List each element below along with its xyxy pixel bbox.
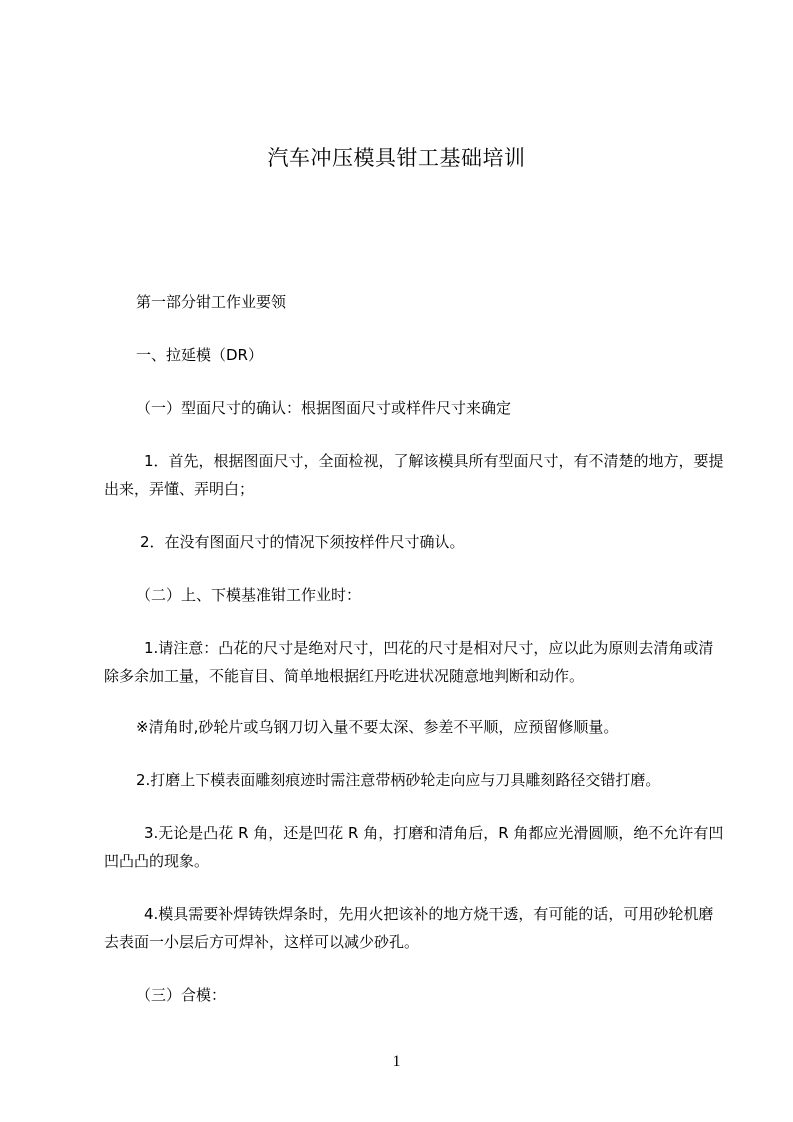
paragraph-item-1-attention: 1.请注意：凸花的尺寸是绝对尺寸，凹花的尺寸是相对尺寸，应以此为原则去清角或清除多余加工量，不能盲目、简单地根据红丹吃进状况随意地判断和动作。 xyxy=(104,639,714,685)
paragraph-item-1-check-dimensions: 1．首先，根据图面尺寸，全面检视，了解该模具所有型面尺寸，有不清楚的地方，要提出来，弄懂、弄明白； xyxy=(104,452,724,498)
subsection-heading-die-closing: （三）合模： xyxy=(136,986,227,1004)
section-heading-part-one: 第一部分钳工作业要领 xyxy=(136,293,287,311)
paragraph-item-4-welding: 4.模具需要补焊铸铁焊条时，先用火把该补的地方烧干透，有可能的话，可用砂轮机磨去表面一小层后方可焊补，这样可以减少砂孔。 xyxy=(104,905,714,951)
paragraph-note-corner-cleaning: ※清角时,砂轮片或乌钢刀切入量不要太深、参差不平顺，应预留修顺量。 xyxy=(136,718,619,736)
subsection-heading-surface-size: （一）型面尺寸的确认：根据图面尺寸或样件尺寸来确定 xyxy=(136,399,512,417)
page-title: 汽车冲压模具钳工基础培训 xyxy=(267,146,526,170)
paragraph-item-2-grinding: 2.打磨上下模表面雕刻痕迹时需注意带柄砂轮走向应与刀具雕刻路径交错打磨。 xyxy=(136,771,661,789)
paragraph-item-3-r-corner: 3.无论是凸花 R 角，还是凹花 R 角，打磨和清角后，R 角都应光滑圆顺，绝不允许有凹凹凸凸的现象。 xyxy=(104,824,724,870)
page-number: 1 xyxy=(392,1053,401,1070)
section-heading-drawing-die: 一、拉延模（DR） xyxy=(136,346,263,364)
paragraph-item-2-sample-size: 2．在没有图面尺寸的情况下须按样件尺寸确认。 xyxy=(140,533,465,551)
subsection-heading-die-benchwork: （二）上、下模基准钳工作业时： xyxy=(136,586,362,604)
